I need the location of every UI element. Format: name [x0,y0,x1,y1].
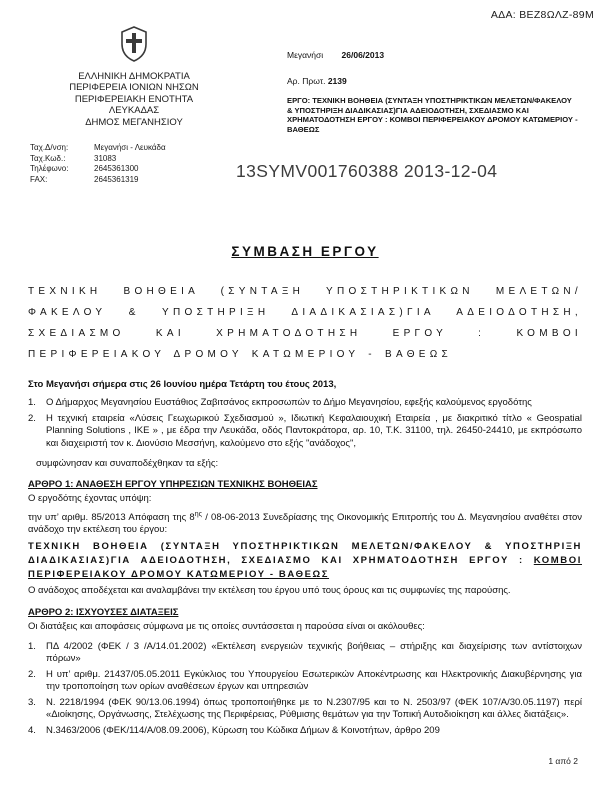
contact-value: 31083 [94,153,117,163]
parties-list [28,397,582,450]
paragraph-text: / 08-06-2013 Συνεδρίασης της Οικονομικής Επιτροπής του Δ. Μεγανησίου αναθέτει στον ανάδοχο την εκτέλεση του έργου: [28,511,582,536]
protocol-number: 2139 [327,76,347,86]
party-employer-text: Ο Δήμαρχος Μεγανησίου Ευστάθιος Ζαβιτσάνος εκπροσωπών το Δήμο Μεγανησίου, εφεξής καλούμενος εργοδότης [46,397,532,408]
ada-number: ΑΔΑ: ΒΕΖ8ΩΛΖ-89Μ [490,9,594,21]
list-item-provision-3 [28,697,582,722]
contact-block [28,143,240,185]
greek-emblem-logo [28,26,240,66]
article-1-paragraph-2 [28,509,582,537]
list-item-provision-1 [28,641,582,666]
registry-number: 13SYMV001760388 2013-12-04 [236,161,498,181]
contact-label: Τηλέφωνο: [30,164,69,173]
place-label: Μεγανήσι [287,50,324,60]
list-number: 3. [28,696,36,708]
provision-text: Η υπ’ αριθμ. 21437/05.05.2011 Εγκύκλιος του Υπουργείου Εσωτερικών Αποκέντρωσης και Ηλεκτρονικής Διακυβέρνησης για την τροποποίηση των ορίων αναθέσεων έργων και υπηρεσιών [46,668,582,693]
article-1-heading: ΑΡΘΡΟ 1: ΑΝΑΘΕΣΗ ΕΡΓΟΥ ΥΠΗΡΕΣΙΩΝ ΤΕΧΝΙΚΗΣ ΒΟΗΘΕΙΑΣ [28,479,318,490]
contact-label: FAX: [30,174,48,184]
list-number: 4. [28,724,36,736]
date-line [287,50,582,60]
contact-value: Μεγανήσι - Λευκάδα [94,143,166,152]
contact-row-address [30,143,240,154]
list-number: 2. [28,668,36,680]
contract-subject: ΤΕΧΝΙΚΗ ΒΟΗΘΕΙΑ (ΣΥΝΤΑΞΗ ΥΠΟΣΤΗΡΙΚΤΙΚΩΝ ΜΕΛΕΤΩΝ/ΦΑΚΕΛΟΥ & ΥΠΟΣΤΗΡΙΞΗ ΔΙΑΔΙΚΑΣΙΑΣ)ΓΙΑ ΑΔΕΙΟΔΟΤΗΣΗ, ΣΧΕΔΙΑΣΜΟ ΚΑΙ ΧΡΗΜΑΤΟΔΟΤΗΣΗ ΕΡΓΟΥ : ΚΟΜΒΟΙ ΠΕΡΙΦΕΡΕΙΑΚΟΥ ΔΡΟΜΟΥ ΚΑΤΩΜΕΡΙΟΥ - ΒΑΘΕΩΣ [28,286,582,360]
party-contractor-text: Η τεχνική εταιρεία «Λύσεις Γεωχωρικού Σχεδιασμού », Ιδιωτική Κεφαλαιουχική Εταιρεία , με διακριτικό τίτλο « Geospatial Planning Solutions , ΙΚΕ » , με έδρα την Λευκάδα, οδός Παντοκράτορα, αρ. 10, Τ.Κ. 31100, τηλ. 26450-24410, με εκπρόσωπο και διαχειριστή τον κ. Διονύσιο Μεσσήνη, καλούμενο στο εξής "ανάδοχος", [46,412,582,449]
list-item-party-1 [28,397,582,410]
provisions-list [28,641,582,738]
agreement-line: συμφώνησαν και συναποδέχθηκαν τα εξής: [36,458,219,469]
protocol-label: Αρ. Πρωτ. [287,76,326,86]
intro-paragraph: Στο Μεγανήσι σήμερα στις 26 Ιουνίου ημέρα Τετάρτη του έτους 2013, [28,379,337,390]
project-reference: ΕΡΓΟ: ΤΕΧΝΙΚΗ ΒΟΗΘΕΙΑ (ΣΥΝΤΑΞΗ ΥΠΟΣΤΗΡΙΚΤΙΚΩΝ ΜΕΛΕΤΩΝ/ΦΑΚΕΛΟΥ & ΥΠΟΣΤΗΡΙΞΗ ΔΙΑΔΙΚΑΣΙΑΣ)ΓΙΑ ΑΔΕΙΟΔΟΤΗΣΗ, ΣΧΕΔΙΑΣΜΟ ΚΑΙ ΧΡΗΜΑΤΟΔΟΤΗΣΗ ΕΡΓΟΥ : ΚΟΜΒΟΙ ΠΕΡΙΦΕΡΕΙΑΚΟΥ ΔΡΟΜΟΥ ΚΑΤΩΜΕΡΙΟΥ - ΒΑΘΕΩΣ [287,96,578,135]
project-title-underlined: ΚΟΜΒΟΙ ΠΕΡΙΦΕΡΕΙΑΚΟΥ ΔΡΟΜΟΥ ΚΑΤΩΜΕΡΙΟΥ - ΒΑΘΕΩΣ [28,554,582,580]
list-number: 1. [28,640,36,652]
date-value: 26/06/2013 [341,50,385,60]
list-item-provision-2 [28,669,582,694]
article-2-intro: Οι διατάξεις και αποφάσεις σύμφωνα με τις οποίες συντάσσεται η παρούσα είναι οι ακόλουθες: [28,621,425,633]
provision-text: Ν. 2218/1994 (ΦΕΚ 90/13.06.1994) όπως τροποποιήθηκε με το Ν.2307/95 και το Ν. 2503/97 (ΦΕΚ 107/Α/30.05.1197) περί «Διοίκησης, Οργάνωσης, Στελέχωσης της Περιφέρειας, Ρύθμισης θεμάτων για την Τοπική Αυτοδιοίκηση και άλλες διατάξεις». [46,696,582,721]
contact-label: Ταχ.Κωδ.: [30,153,66,163]
article-1-paragraph-1: Ο εργοδότης έχοντας υπόψη: [28,493,152,504]
org-line-municipality: ΔΗΜΟΣ ΜΕΓΑΝΗΣΙΟΥ [85,116,183,128]
list-number: 2. [28,412,36,424]
provision-text: ΠΔ 4/2002 (ΦΕΚ / 3 /Α/14.01.2002) «Εκτέλεση ενεργειών τεχνικής βοήθειας – στήριξης και διαχείρισης των αντίστοιχων πόρων» [46,640,582,665]
org-line-unit: ΠΕΡΙΦΕΡΕΙΑΚΗ ΕΝΟΤΗΤΑ [74,93,194,105]
contact-row-zip [30,154,240,165]
article-2-heading: ΑΡΘΡΟ 2: ΙΣΧΥΟΥΣΕΣ ΔΙΑΤΑΞΕΙΣ [28,607,179,619]
page-number: 1 από 2 [548,756,578,766]
provision-text: Ν.3463/2006 (ΦΕΚ/114/Α/08.09.2006), Κύρωση του Κώδικα Δήμων & Κοινοτήτων, άρθρο 209 [46,724,440,736]
contact-label: Ταχ.Δ/νση: [30,143,69,152]
project-title-plain: ΤΕΧΝΙΚΗ ΒΟΗΘΕΙΑ (ΣΥΝΤΑΞΗ ΥΠΟΣΤΗΡΙΚΤΙΚΩΝ ΜΕΛΕΤΩΝ/ΦΑΚΕΛΟΥ & ΥΠΟΣΤΗΡΙΞΗ ΔΙΑΔΙΚΑΣΙΑΣ)ΓΙΑ ΑΔΕΙΟΔΟΤΗΣΗ, ΣΧΕΔΙΑΣΜΟ ΚΑΙ ΧΡΗΜΑΤΟΔΟΤΗΣΗ ΕΡΓΟΥ : [28,540,582,566]
org-line-region: ΠΕΡΙΦΕΡΕΙΑ ΙΟΝΙΩΝ ΝΗΣΩΝ [69,82,199,93]
contact-value: 2645361319 [94,174,139,184]
protocol-number-line [287,76,582,86]
issuer-block [28,26,240,188]
paragraph-text: την υπ’ αριθμ. 85/2013 Απόφαση της 8 [28,511,195,523]
org-line-republic: ΕΛΛΗΝΙΚΗ ΔΗΜΟΚΡΑΤΙΑ [78,70,190,82]
contact-value: 2645361300 [94,164,139,173]
org-line-unit2: ΛΕΥΚΑΔΑΣ [108,105,160,116]
list-item-provision-4 [28,725,582,738]
list-item-party-2 [28,413,582,451]
contact-row-fax [30,175,240,186]
article-1-project-title [28,540,582,582]
article-1-paragraph-3: Ο ανάδοχος αποδέχεται και αναλαμβάνει την εκτέλεση του έργου υπό τους όρους και τις συμφωνίες της παρούσης. [28,584,511,596]
list-number: 1. [28,397,36,408]
contact-row-phone [30,164,240,175]
ordinal-superscript: ης [194,510,202,518]
document-title: ΣΥΜΒΑΣΗ ΕΡΓΟΥ [231,244,379,259]
